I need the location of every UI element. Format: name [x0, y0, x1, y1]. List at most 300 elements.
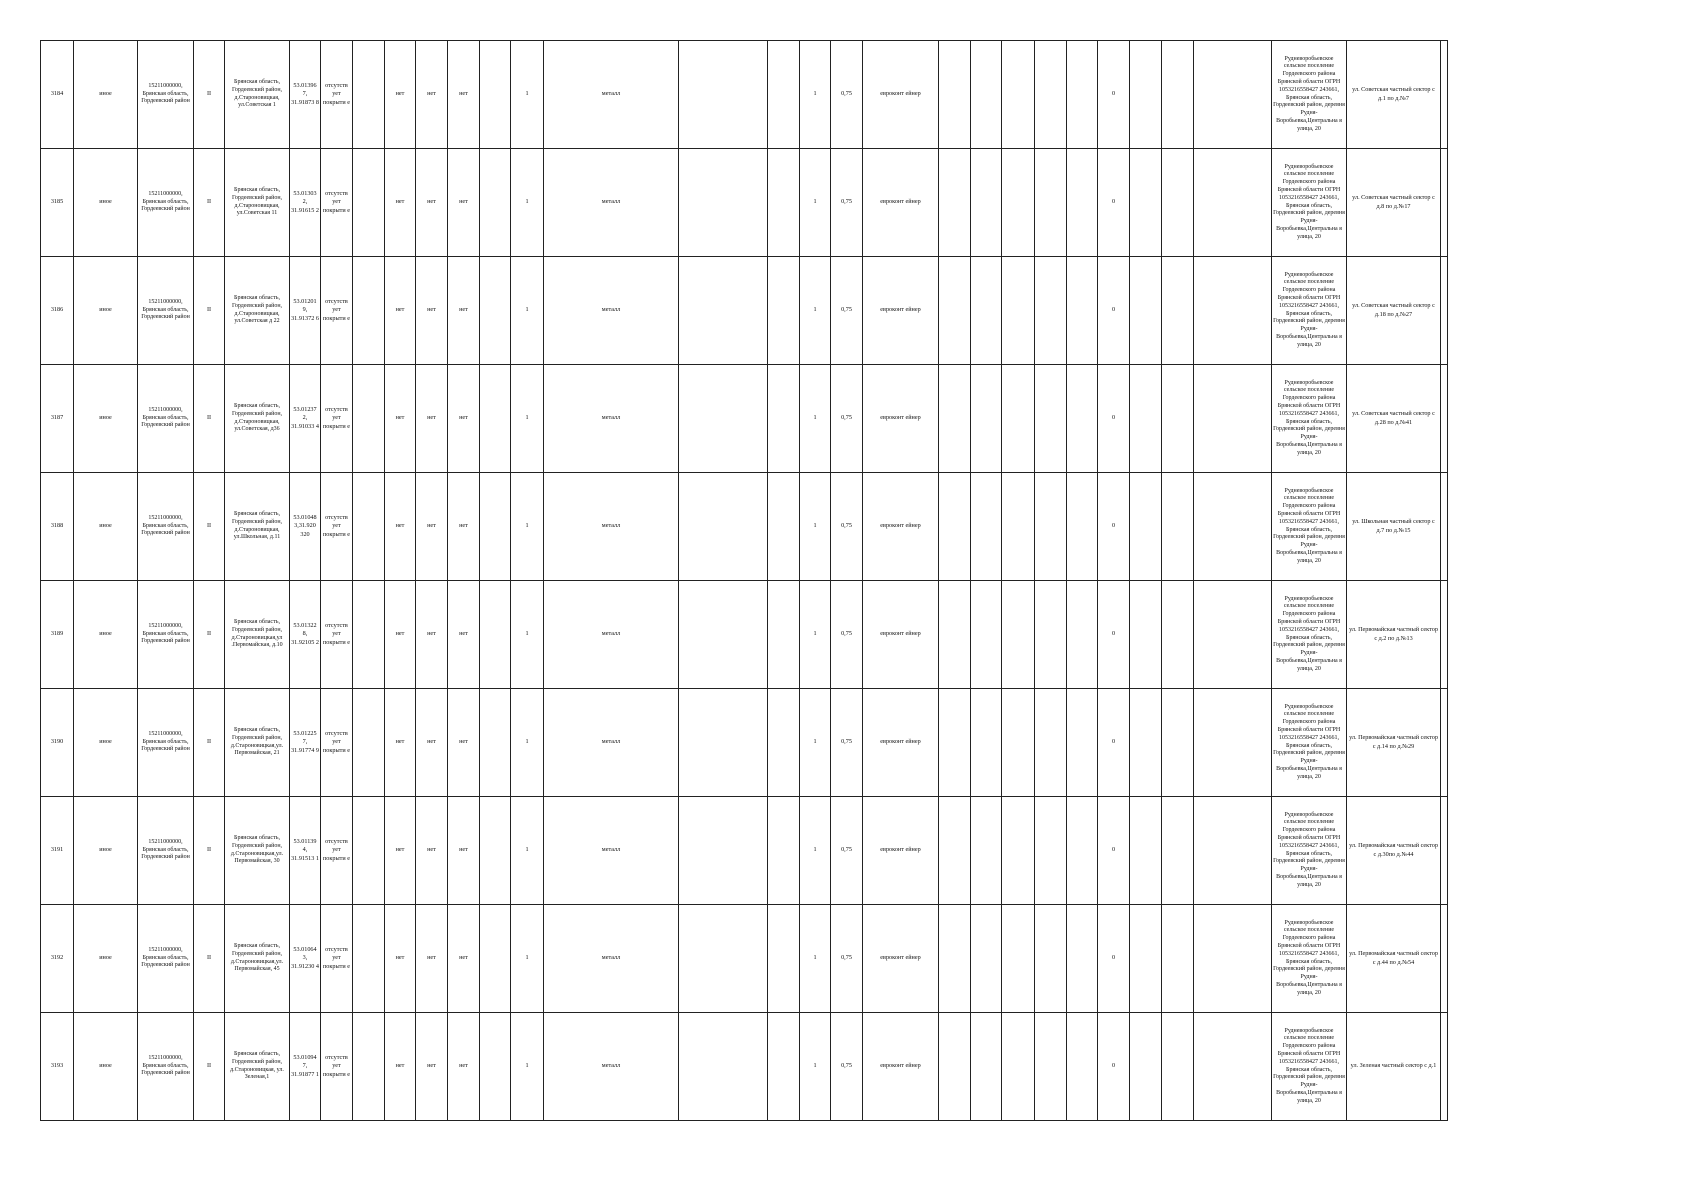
surface-cover: отсутств ует покрыти е: [321, 581, 353, 689]
site-address: Брянская область, Гордеевский район, д.Староновицкая,ул .Первомайская, д.10: [225, 581, 290, 689]
empty-cell: [1035, 689, 1067, 797]
owner-info: Рудневоробьевское сельское поселение Гордеевского района Брянской области ОГРН 1053216558427 243661, Брянская область, Гордеевский район, деревня Рудня-Воробьевка,Центральна я улица, 20: [1272, 365, 1347, 473]
empty-cell: [1194, 905, 1272, 1013]
empty-cell: [939, 365, 971, 473]
platform-count: 1: [511, 905, 544, 1013]
row-number: 3190: [41, 689, 74, 797]
empty-cell: [1130, 905, 1162, 1013]
empty-cell: [480, 149, 511, 257]
planned-containers: 0: [1098, 797, 1130, 905]
flag-2: нет: [416, 581, 448, 689]
container-qty: 1: [800, 581, 831, 689]
empty-cell: [1162, 1013, 1194, 1121]
waste-sources: ул. Советская частный сектор с д.8 по д.№17: [1347, 149, 1441, 257]
planned-containers: 0: [1098, 149, 1130, 257]
empty-cell: [1035, 257, 1067, 365]
container-type: евроконт ейнер: [863, 257, 939, 365]
container-volume: 0,75: [831, 149, 863, 257]
flag-3: нет: [448, 797, 480, 905]
empty-cell: [1441, 689, 1448, 797]
empty-cell: [1130, 473, 1162, 581]
empty-cell: [939, 257, 971, 365]
site-type: иное: [74, 149, 138, 257]
oktmo-code: 15211000000, Брянская область, Гордеевский район: [138, 905, 194, 1013]
empty-cell: [1002, 1013, 1035, 1121]
flag-1: нет: [385, 1013, 416, 1121]
empty-cell: [353, 797, 385, 905]
empty-cell: [1194, 581, 1272, 689]
row-number: 3192: [41, 905, 74, 1013]
platform-count: 1: [511, 797, 544, 905]
platform-count: 1: [511, 41, 544, 149]
flag-3: нет: [448, 149, 480, 257]
flag-3: нет: [448, 905, 480, 1013]
empty-cell: [1067, 473, 1098, 581]
empty-cell: [971, 797, 1002, 905]
oktmo-code: 15211000000, Брянская область, Гордеевский район: [138, 473, 194, 581]
empty-cell: [1441, 905, 1448, 1013]
empty-cell: [1194, 41, 1272, 149]
container-volume: 0,75: [831, 365, 863, 473]
empty-cell: [939, 1013, 971, 1121]
empty-cell: [1035, 581, 1067, 689]
owner-info: Рудневоробьевское сельское поселение Гордеевского района Брянской области ОГРН 1053216558427 243661, Брянская область, Гордеевский район, деревня Рудня-Воробьевка,Центральна я улица, 20: [1272, 689, 1347, 797]
empty-cell: [939, 797, 971, 905]
empty-cell: [480, 797, 511, 905]
flag-2: нет: [416, 905, 448, 1013]
geo-coordinates: 53.01139 4, 31.91513 1: [290, 797, 321, 905]
empty-cell: [679, 257, 768, 365]
empty-cell: [1067, 581, 1098, 689]
container-type: евроконт ейнер: [863, 41, 939, 149]
hazard-class: II: [194, 41, 225, 149]
surface-cover: отсутств ует покрыти е: [321, 905, 353, 1013]
empty-cell: [679, 905, 768, 1013]
waste-sources: ул. Первомайская частный сектор с д.44 по д.№54: [1347, 905, 1441, 1013]
empty-cell: [1162, 365, 1194, 473]
row-number: 3193: [41, 1013, 74, 1121]
empty-cell: [480, 473, 511, 581]
empty-cell: [1035, 797, 1067, 905]
geo-coordinates: 53.01396 7, 31.91873 8: [290, 41, 321, 149]
container-volume: 0,75: [831, 797, 863, 905]
empty-cell: [1067, 41, 1098, 149]
site-type: иное: [74, 41, 138, 149]
fence-material: металл: [544, 797, 679, 905]
flag-1: нет: [385, 41, 416, 149]
fence-material: металл: [544, 581, 679, 689]
planned-containers: 0: [1098, 905, 1130, 1013]
empty-cell: [1194, 689, 1272, 797]
geo-coordinates: 53.01094 7, 31.91877 1: [290, 1013, 321, 1121]
empty-cell: [1035, 41, 1067, 149]
owner-info: Рудневоробьевское сельское поселение Гордеевского района Брянской области ОГРН 1053216558427 243661, Брянская область, Гордеевский район, деревня Рудня-Воробьевка,Центральна я улица, 20: [1272, 1013, 1347, 1121]
flag-2: нет: [416, 41, 448, 149]
empty-cell: [353, 41, 385, 149]
surface-cover: отсутств ует покрыти е: [321, 149, 353, 257]
row-number: 3189: [41, 581, 74, 689]
empty-cell: [480, 689, 511, 797]
surface-cover: отсутств ует покрыти е: [321, 257, 353, 365]
flag-1: нет: [385, 257, 416, 365]
hazard-class: II: [194, 149, 225, 257]
empty-cell: [768, 581, 800, 689]
container-qty: 1: [800, 257, 831, 365]
empty-cell: [1162, 905, 1194, 1013]
waste-sources: ул. Первомайская частный сектор с д.14 по д.№29: [1347, 689, 1441, 797]
empty-cell: [1441, 41, 1448, 149]
site-address: Брянская область, Гордеевский район, д.Староновицкая, ул.Советская д 22: [225, 257, 290, 365]
oktmo-code: 15211000000, Брянская область, Гордеевский район: [138, 797, 194, 905]
container-qty: 1: [800, 365, 831, 473]
table-row: [41, 797, 1448, 905]
site-address: Брянская область, Гордеевский район, д.Староновицкая,ул. Первомайская, 30: [225, 797, 290, 905]
container-volume: 0,75: [831, 689, 863, 797]
empty-cell: [480, 257, 511, 365]
oktmo-code: 15211000000, Брянская область, Гордеевский район: [138, 689, 194, 797]
empty-cell: [971, 905, 1002, 1013]
empty-cell: [679, 149, 768, 257]
empty-cell: [768, 1013, 800, 1121]
container-volume: 0,75: [831, 1013, 863, 1121]
empty-cell: [971, 365, 1002, 473]
site-address: Брянская область, Гордеевский район, д.Староновицкая, ул.Советская 11: [225, 149, 290, 257]
empty-cell: [1035, 473, 1067, 581]
hazard-class: II: [194, 257, 225, 365]
empty-cell: [1130, 41, 1162, 149]
empty-cell: [353, 1013, 385, 1121]
waste-site-registry-table: [40, 40, 1448, 1121]
container-type: евроконт ейнер: [863, 797, 939, 905]
empty-cell: [1002, 149, 1035, 257]
row-number: 3187: [41, 365, 74, 473]
platform-count: 1: [511, 257, 544, 365]
oktmo-code: 15211000000, Брянская область, Гордеевский район: [138, 257, 194, 365]
owner-info: Рудневоробьевское сельское поселение Гордеевского района Брянской области ОГРН 1053216558427 243661, Брянская область, Гордеевский район, деревня Рудня-Воробьевка,Центральна я улица, 20: [1272, 797, 1347, 905]
flag-2: нет: [416, 797, 448, 905]
empty-cell: [768, 257, 800, 365]
container-qty: 1: [800, 1013, 831, 1121]
empty-cell: [1067, 797, 1098, 905]
surface-cover: отсутств ует покрыти е: [321, 41, 353, 149]
empty-cell: [353, 689, 385, 797]
empty-cell: [1130, 689, 1162, 797]
surface-cover: отсутств ует покрыти е: [321, 473, 353, 581]
platform-count: 1: [511, 365, 544, 473]
empty-cell: [679, 473, 768, 581]
empty-cell: [1194, 149, 1272, 257]
flag-1: нет: [385, 473, 416, 581]
flag-2: нет: [416, 149, 448, 257]
waste-sources: ул. Советская частный сектор с д.28 по д.№41: [1347, 365, 1441, 473]
empty-cell: [480, 365, 511, 473]
platform-count: 1: [511, 689, 544, 797]
empty-cell: [1194, 473, 1272, 581]
empty-cell: [353, 581, 385, 689]
container-type: евроконт ейнер: [863, 689, 939, 797]
waste-sources: ул. Советская частный сектор с д.1 по д.№7: [1347, 41, 1441, 149]
flag-3: нет: [448, 41, 480, 149]
fence-material: металл: [544, 41, 679, 149]
empty-cell: [1002, 905, 1035, 1013]
empty-cell: [1130, 1013, 1162, 1121]
empty-cell: [971, 257, 1002, 365]
owner-info: Рудневоробьевское сельское поселение Гордеевского района Брянской области ОГРН 1053216558427 243661, Брянская область, Гордеевский район, деревня Рудня-Воробьевка,Центральна я улица, 20: [1272, 905, 1347, 1013]
container-volume: 0,75: [831, 581, 863, 689]
empty-cell: [939, 905, 971, 1013]
empty-cell: [1441, 149, 1448, 257]
empty-cell: [1067, 365, 1098, 473]
empty-cell: [1441, 365, 1448, 473]
surface-cover: отсутств ует покрыти е: [321, 797, 353, 905]
empty-cell: [1067, 257, 1098, 365]
empty-cell: [1035, 1013, 1067, 1121]
empty-cell: [939, 581, 971, 689]
empty-cell: [1162, 689, 1194, 797]
planned-containers: 0: [1098, 689, 1130, 797]
empty-cell: [480, 905, 511, 1013]
site-address: Брянская область, Гордеевский район, д.Староновицкая, ул.Советская, д36: [225, 365, 290, 473]
empty-cell: [480, 41, 511, 149]
site-address: Брянская область, Гордеевский район, д.Староновицкая,ул. Первомайская, 21: [225, 689, 290, 797]
empty-cell: [939, 473, 971, 581]
waste-sources: ул. Первомайская частный сектор с д.30по д.№44: [1347, 797, 1441, 905]
empty-cell: [1035, 149, 1067, 257]
container-volume: 0,75: [831, 257, 863, 365]
empty-cell: [679, 581, 768, 689]
site-address: Брянская область, Гордеевский район, д.Староновицкая, ул.Школьная, д.11: [225, 473, 290, 581]
owner-info: Рудневоробьевское сельское поселение Гордеевского района Брянской области ОГРН 1053216558427 243661, Брянская область, Гордеевский район, деревня Рудня-Воробьевка,Центральна я улица, 20: [1272, 257, 1347, 365]
geo-coordinates: 53.01303 2, 31.91615 2: [290, 149, 321, 257]
waste-sources: ул. Школьная частный сектор с д.7 по д.№15: [1347, 473, 1441, 581]
owner-info: Рудневоробьевское сельское поселение Гордеевского района Брянской области ОГРН 1053216558427 243661, Брянская область, Гордеевский район, деревня Рудня-Воробьевка,Центральна я улица, 20: [1272, 473, 1347, 581]
hazard-class: II: [194, 797, 225, 905]
hazard-class: II: [194, 581, 225, 689]
site-type: иное: [74, 581, 138, 689]
flag-3: нет: [448, 1013, 480, 1121]
empty-cell: [353, 365, 385, 473]
container-volume: 0,75: [831, 41, 863, 149]
site-type: иное: [74, 473, 138, 581]
owner-info: Рудневоробьевское сельское поселение Гордеевского района Брянской области ОГРН 1053216558427 243661, Брянская область, Гордеевский район, деревня Рудня-Воробьевка,Центральна я улица, 20: [1272, 581, 1347, 689]
fence-material: металл: [544, 257, 679, 365]
empty-cell: [679, 1013, 768, 1121]
container-type: евроконт ейнер: [863, 581, 939, 689]
empty-cell: [1194, 797, 1272, 905]
empty-cell: [971, 581, 1002, 689]
planned-containers: 0: [1098, 257, 1130, 365]
table-row: [41, 905, 1448, 1013]
flag-3: нет: [448, 257, 480, 365]
empty-cell: [1067, 149, 1098, 257]
flag-2: нет: [416, 689, 448, 797]
site-address: Брянская область, Гордеевский район, д.Староновицкая, ул.Советская 1: [225, 41, 290, 149]
fence-material: металл: [544, 905, 679, 1013]
flag-3: нет: [448, 581, 480, 689]
oktmo-code: 15211000000, Брянская область, Гордеевский район: [138, 581, 194, 689]
empty-cell: [1194, 365, 1272, 473]
geo-coordinates: 53.01322 8, 31.92105 2: [290, 581, 321, 689]
container-qty: 1: [800, 41, 831, 149]
platform-count: 1: [511, 581, 544, 689]
flag-2: нет: [416, 257, 448, 365]
flag-1: нет: [385, 797, 416, 905]
container-qty: 1: [800, 473, 831, 581]
site-type: иное: [74, 257, 138, 365]
empty-cell: [939, 41, 971, 149]
flag-3: нет: [448, 473, 480, 581]
empty-cell: [971, 1013, 1002, 1121]
geo-coordinates: 53.01237 2, 31.91033 4: [290, 365, 321, 473]
empty-cell: [480, 1013, 511, 1121]
empty-cell: [1441, 257, 1448, 365]
waste-sources: ул. Советская частный сектор с д.18 по д.№27: [1347, 257, 1441, 365]
empty-cell: [1067, 1013, 1098, 1121]
hazard-class: II: [194, 1013, 225, 1121]
container-volume: 0,75: [831, 905, 863, 1013]
planned-containers: 0: [1098, 41, 1130, 149]
table-row: [41, 689, 1448, 797]
planned-containers: 0: [1098, 1013, 1130, 1121]
empty-cell: [1035, 365, 1067, 473]
empty-cell: [1002, 581, 1035, 689]
empty-cell: [1162, 473, 1194, 581]
fence-material: металл: [544, 149, 679, 257]
container-type: евроконт ейнер: [863, 905, 939, 1013]
empty-cell: [768, 149, 800, 257]
empty-cell: [353, 149, 385, 257]
empty-cell: [1002, 365, 1035, 473]
oktmo-code: 15211000000, Брянская область, Гордеевский район: [138, 365, 194, 473]
empty-cell: [679, 797, 768, 905]
surface-cover: отсутств ует покрыти е: [321, 365, 353, 473]
empty-cell: [768, 473, 800, 581]
flag-2: нет: [416, 365, 448, 473]
site-type: иное: [74, 365, 138, 473]
waste-sources: ул. Зеленая частный сектор с д.1: [1347, 1013, 1441, 1121]
empty-cell: [971, 41, 1002, 149]
empty-cell: [1441, 797, 1448, 905]
empty-cell: [1067, 905, 1098, 1013]
empty-cell: [971, 473, 1002, 581]
fence-material: металл: [544, 473, 679, 581]
empty-cell: [768, 689, 800, 797]
flag-1: нет: [385, 581, 416, 689]
container-type: евроконт ейнер: [863, 149, 939, 257]
empty-cell: [1067, 689, 1098, 797]
empty-cell: [971, 149, 1002, 257]
flag-2: нет: [416, 1013, 448, 1121]
oktmo-code: 15211000000, Брянская область, Гордеевский район: [138, 1013, 194, 1121]
empty-cell: [1130, 581, 1162, 689]
empty-cell: [1130, 257, 1162, 365]
site-address: Брянская область, Гордеевский район, д.Староновицкая,ул. Первомайская, 45: [225, 905, 290, 1013]
empty-cell: [768, 41, 800, 149]
geo-coordinates: 53.01048 3,31.920 320: [290, 473, 321, 581]
empty-cell: [939, 149, 971, 257]
container-type: евроконт ейнер: [863, 1013, 939, 1121]
empty-cell: [1002, 257, 1035, 365]
table-row: [41, 257, 1448, 365]
flag-3: нет: [448, 689, 480, 797]
container-volume: 0,75: [831, 473, 863, 581]
empty-cell: [768, 797, 800, 905]
geo-coordinates: 53.01201 9, 31.91372 6: [290, 257, 321, 365]
row-number: 3186: [41, 257, 74, 365]
hazard-class: II: [194, 689, 225, 797]
empty-cell: [679, 365, 768, 473]
empty-cell: [679, 689, 768, 797]
table-row: [41, 1013, 1448, 1121]
flag-1: нет: [385, 149, 416, 257]
empty-cell: [1130, 797, 1162, 905]
empty-cell: [353, 905, 385, 1013]
site-type: иное: [74, 689, 138, 797]
planned-containers: 0: [1098, 581, 1130, 689]
table-row: [41, 149, 1448, 257]
surface-cover: отсутств ует покрыти е: [321, 1013, 353, 1121]
fence-material: металл: [544, 365, 679, 473]
empty-cell: [1441, 1013, 1448, 1121]
table-row: [41, 473, 1448, 581]
row-number: 3184: [41, 41, 74, 149]
flag-3: нет: [448, 365, 480, 473]
hazard-class: II: [194, 473, 225, 581]
owner-info: Рудневоробьевское сельское поселение Гордеевского района Брянской области ОГРН 1053216558427 243661, Брянская область, Гордеевский район, деревня Рудня-Воробьевка,Центральна я улица, 20: [1272, 149, 1347, 257]
site-address: Брянская область, Гордеевский район, д.Староновицкая, ул. Зеленая,1: [225, 1013, 290, 1121]
empty-cell: [353, 473, 385, 581]
row-number: 3191: [41, 797, 74, 905]
table-row: [41, 365, 1448, 473]
planned-containers: 0: [1098, 365, 1130, 473]
geo-coordinates: 53.01225 7, 31.91774 9: [290, 689, 321, 797]
empty-cell: [1035, 905, 1067, 1013]
empty-cell: [1162, 797, 1194, 905]
platform-count: 1: [511, 1013, 544, 1121]
empty-cell: [1194, 257, 1272, 365]
empty-cell: [971, 689, 1002, 797]
row-number: 3188: [41, 473, 74, 581]
empty-cell: [1194, 1013, 1272, 1121]
container-qty: 1: [800, 149, 831, 257]
oktmo-code: 15211000000, Брянская область, Гордеевский район: [138, 41, 194, 149]
container-type: евроконт ейнер: [863, 473, 939, 581]
fence-material: металл: [544, 689, 679, 797]
row-number: 3185: [41, 149, 74, 257]
empty-cell: [353, 257, 385, 365]
hazard-class: II: [194, 365, 225, 473]
geo-coordinates: 53.01064 3, 31.91230 4: [290, 905, 321, 1013]
waste-sources: ул. Первомайская частный сектор с д.2 по д.№13: [1347, 581, 1441, 689]
container-qty: 1: [800, 797, 831, 905]
empty-cell: [1162, 257, 1194, 365]
site-type: иное: [74, 797, 138, 905]
flag-2: нет: [416, 473, 448, 581]
empty-cell: [1441, 473, 1448, 581]
flag-1: нет: [385, 905, 416, 1013]
owner-info: Рудневоробьевское сельское поселение Гордеевского района Брянской области ОГРН 1053216558427 243661, Брянская область, Гордеевский район, деревня Рудня-Воробьевка,Центральна я улица, 20: [1272, 41, 1347, 149]
empty-cell: [768, 365, 800, 473]
empty-cell: [1002, 689, 1035, 797]
flag-1: нет: [385, 365, 416, 473]
table-row: [41, 581, 1448, 689]
empty-cell: [1162, 41, 1194, 149]
empty-cell: [679, 41, 768, 149]
container-qty: 1: [800, 689, 831, 797]
empty-cell: [1002, 797, 1035, 905]
empty-cell: [1162, 581, 1194, 689]
empty-cell: [1162, 149, 1194, 257]
